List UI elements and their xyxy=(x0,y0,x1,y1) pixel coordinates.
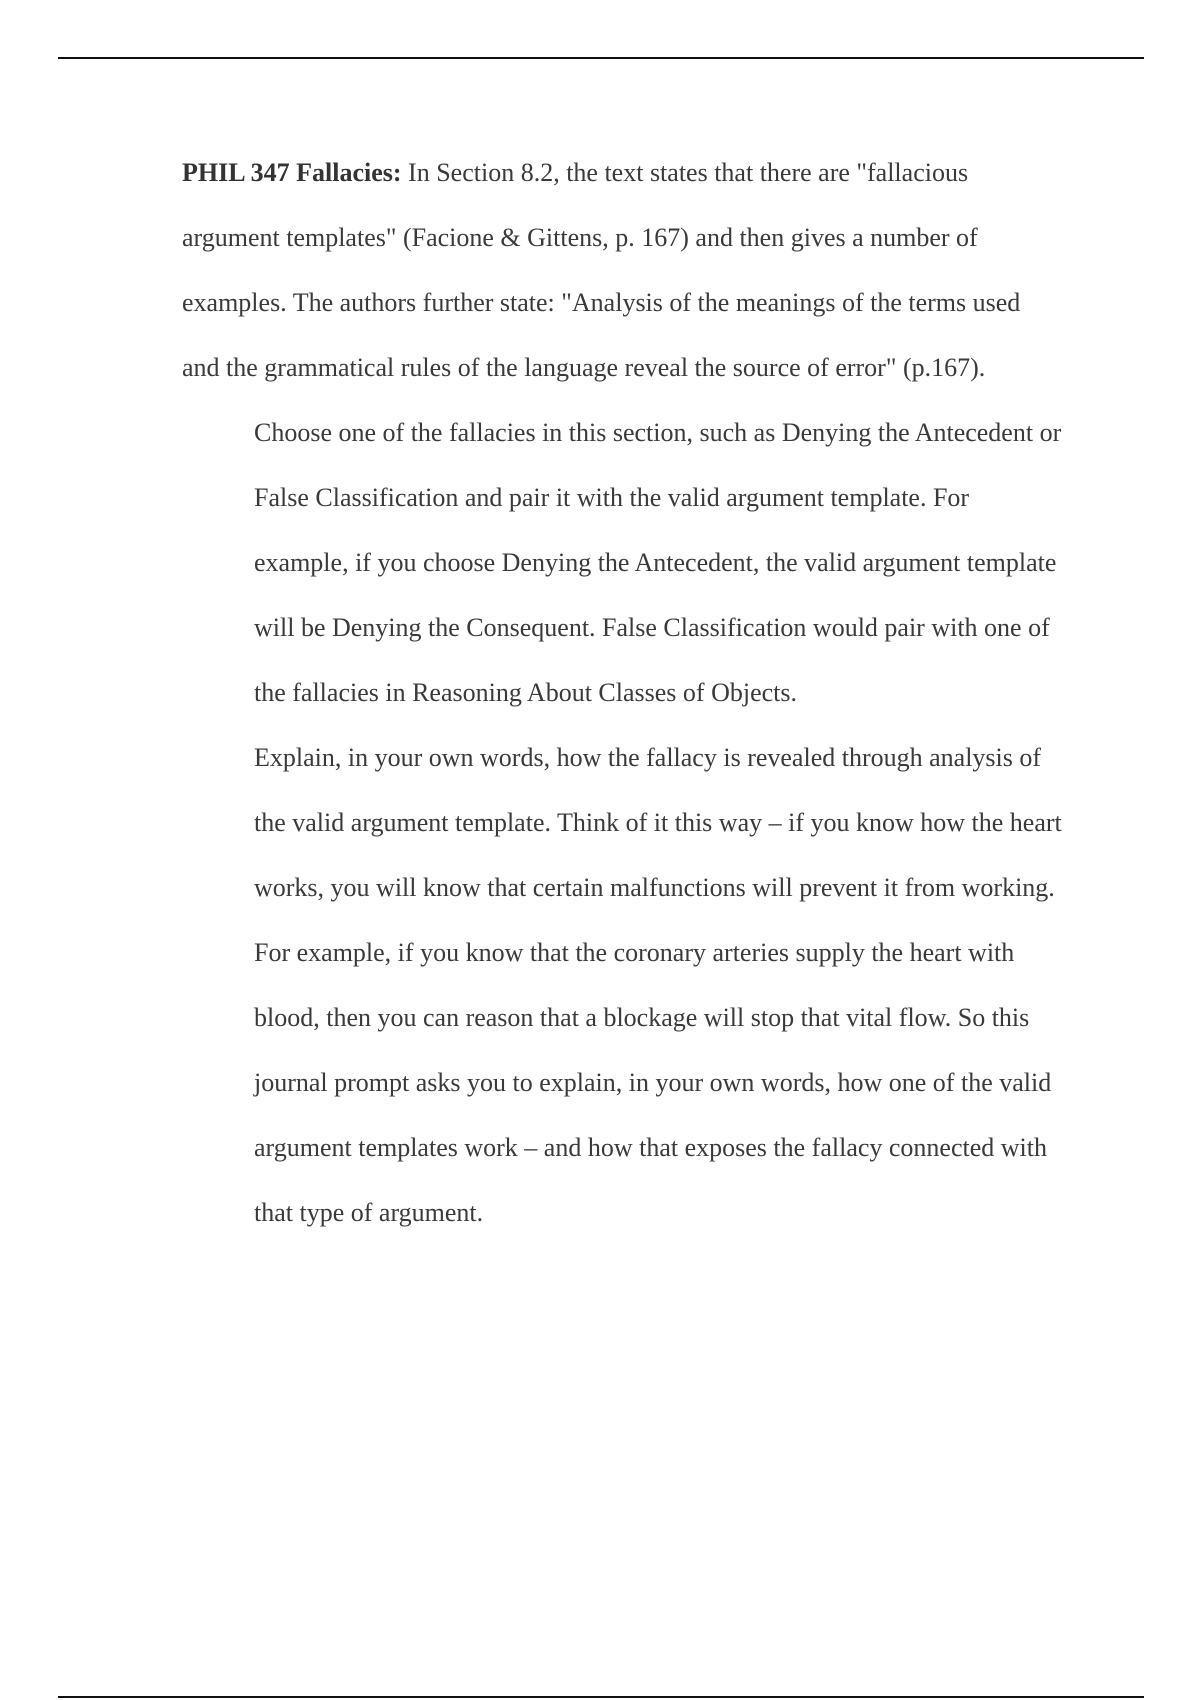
document-body xyxy=(182,140,1062,1245)
intro-text: In Section 8.2, the text states that there are "fallacious argument templates" (Facione & Gittens, p. 167) and then gives a number of examples. The authors further state: "Analysis of the meanings of the terms used and the grammatical rules of the language reveal the source of error" (p.167). xyxy=(182,158,1021,382)
choose-fallacy-paragraph: Choose one of the fallacies in this section, such as Denying the Antecedent or False Classification and pair it with the valid argument template. For example, if you choose Denying the Antecedent, the valid argument template will be Denying the Consequent. False Classification would pair with one of the fallacies in Reasoning About Classes of Objects. xyxy=(254,418,1062,707)
intro-paragraph xyxy=(182,140,1062,400)
bottom-rule xyxy=(58,1696,1144,1698)
top-rule xyxy=(58,57,1144,59)
explain-paragraph: Explain, in your own words, how the fallacy is revealed through analysis of the valid argument template. Think of it this way – if you know how the heart works, you will know that certain malfunctions will prevent it from working. For example, if you know that the coronary arteries supply the heart with blood, then you can reason that a blockage will stop that vital flow. So this journal prompt asks you to explain, in your own words, how one of the valid argument templates work – and how that exposes the fallacy connected with that type of argument. xyxy=(254,743,1062,1227)
course-heading: PHIL 347 Fallacies: xyxy=(182,158,402,187)
